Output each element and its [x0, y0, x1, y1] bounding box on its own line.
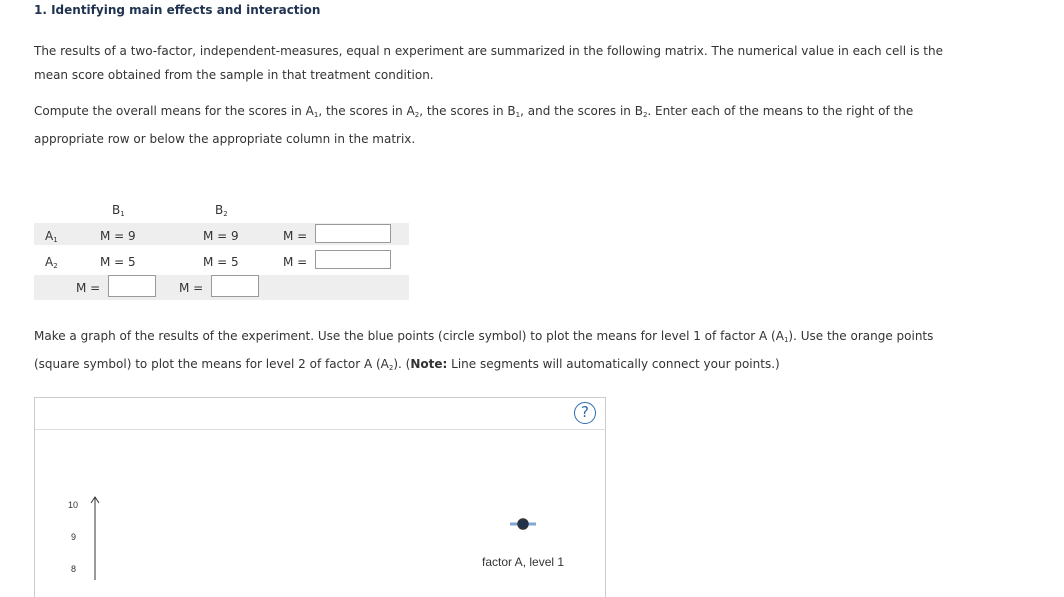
- blue-circle-point-icon: [518, 519, 528, 529]
- cell-a2-b2: M = 5: [203, 255, 239, 269]
- instruction-line-1: Compute the overall means for the scores in $A_1$, the scores in $A_2$, the scores in $B_1$, and the scores in $B_2$. Enter each of the means to the right of the: [34, 104, 914, 119]
- intro-paragraph: [34, 39, 994, 87]
- row-mean-input-a1[interactable]: [315, 224, 391, 243]
- y-tick-label: 9: [70, 532, 76, 542]
- instruction-paragraph: [34, 99, 994, 151]
- graph-instruction-line-1: Make a graph of the results of the experiment. Use the blue points (circle symbol) to plot the means for level 1 of factor A $(A_1)$. Use the orange points: [34, 329, 934, 344]
- col-header-b2: $B_2$: [215, 203, 228, 218]
- row-mean-input-a2[interactable]: [315, 250, 391, 269]
- instruction-line-2: appropriate row or below the appropriate column in the matrix.: [34, 132, 416, 146]
- legend-label-factor-a-level-1: factor A, level 1: [482, 555, 565, 569]
- legend-point-tool[interactable]: [508, 516, 538, 532]
- row-mean-label-a2: M =: [283, 255, 308, 269]
- row-header-a2: $A_2$: [45, 255, 58, 270]
- col-mean-input-b1[interactable]: [108, 275, 156, 297]
- help-icon[interactable]: ?: [574, 402, 596, 424]
- cell-a1-b2: M = 9: [203, 229, 239, 243]
- y-tick-label: 8: [70, 564, 76, 574]
- y-axis: [85, 494, 105, 580]
- problem-title: 1. Identifying main effects and interaction: [34, 3, 321, 17]
- means-matrix: [34, 197, 409, 301]
- row-mean-label-a1: M =: [283, 229, 308, 243]
- intro-line-1: The results of a two-factor, independent-measures, equal n experiment are summarized in the following matrix. The numerical value in each cell is the: [34, 44, 943, 58]
- graph-instruction-paragraph: [34, 324, 994, 380]
- graph-instruction-line-2: (square symbol) to plot the means for level 2 of factor A $(A_2)$. (Note: Line segments will automatically connect your points.): [34, 357, 780, 372]
- cell-a2-b1: M = 5: [100, 255, 136, 269]
- graph-toolbar-divider: [35, 429, 606, 430]
- col-mean-input-b2[interactable]: [211, 275, 259, 297]
- cell-a1-b1: M = 9: [100, 229, 136, 243]
- row-header-a1: $A_1$: [45, 229, 58, 244]
- col-mean-label-b1: M =: [76, 281, 101, 295]
- col-header-b1: $B_1$: [112, 203, 125, 218]
- y-tick-label: 10: [67, 500, 78, 510]
- intro-line-2: mean score obtained from the sample in that treatment condition.: [34, 68, 434, 82]
- col-mean-label-b2: M =: [179, 281, 204, 295]
